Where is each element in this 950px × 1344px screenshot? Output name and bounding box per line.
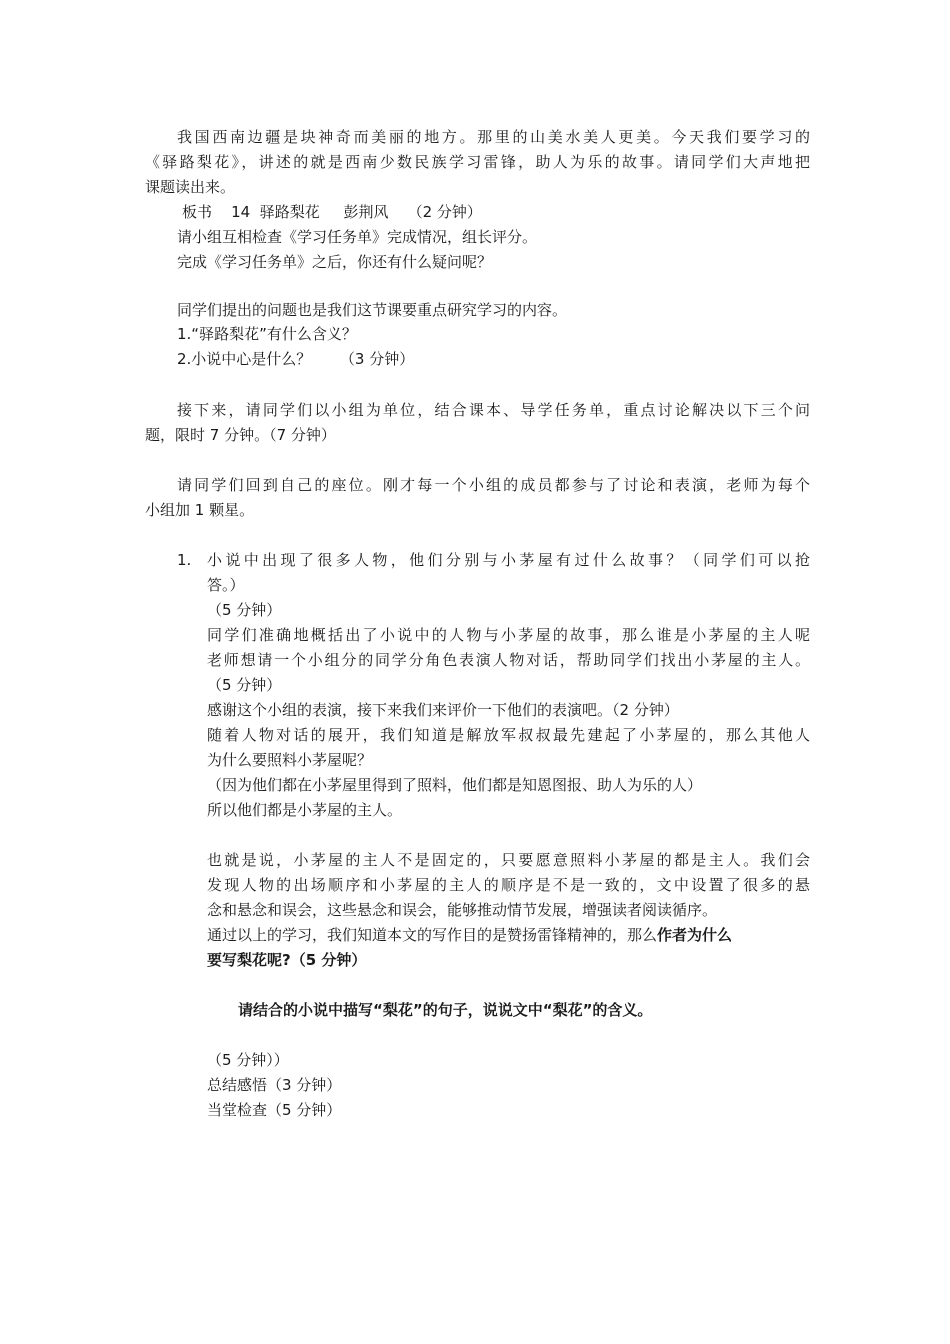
- next-line-1: 接下来，请同学们以小组为单位，结合课本、导学任务单，重点讨论解决以下三个问: [177, 401, 810, 419]
- wrap-up-line: 总结感悟（3 分钟）: [207, 1076, 342, 1094]
- intro-line-1: 我国西南边疆是块神奇而美丽的地方。那里的山美水美人更美。今天我们要学习的: [177, 128, 810, 146]
- time-note-1: （5 分钟）: [207, 601, 282, 619]
- intro-line-3: 课题读出来。: [145, 178, 236, 196]
- focus-line: 同学们提出的问题也是我们这节课要重点研究学习的内容。: [177, 301, 568, 319]
- time-note-2: （5 分钟）: [207, 676, 282, 694]
- through-line-1: [207, 923, 810, 947]
- through-text: 通过以上的学习，我们知道本文的写作目的是赞扬雷锋精神的，那么: [207, 926, 658, 944]
- seat-line-2: 小组加 1 颗星。: [145, 501, 255, 519]
- question-1: 1.“驿路梨花”有什么含义？: [177, 325, 357, 343]
- class-test-line: 当堂检查（5 分钟）: [207, 1101, 342, 1119]
- dialog-line-2: 为什么要照料小茅屋呢？: [207, 751, 373, 769]
- list-marker: 1.: [177, 551, 192, 569]
- thanks-line: 感谢这个小组的表演，接下来我们来评价一下他们的表演吧。（2 分钟）: [207, 701, 679, 719]
- list-item-line-1: 小说中出现了很多人物，他们分别与小茅屋有过什么故事？（同学们可以抢: [207, 551, 810, 569]
- board-writing: 板书 14 驿路梨花 彭荆风 （2 分钟）: [182, 203, 482, 221]
- intro-line-2: 《驿路梨花》，讲述的就是西南少数民族学习雷锋，助人为乐的故事。请同学们大声地把: [145, 153, 810, 171]
- also-line-1: 也就是说，小茅屋的主人不是固定的，只要愿意照料小茅屋的都是主人。我们会: [207, 851, 810, 869]
- seat-line-1: 请同学们回到自己的座位。刚才每一个小组的成员都参与了讨论和表演，老师为每个: [177, 476, 810, 494]
- conclusion-line: 所以他们都是小茅屋的主人。: [207, 801, 403, 819]
- list-item-line-2: 答。）: [207, 576, 245, 594]
- time-note-3: （5 分钟））: [207, 1051, 289, 1069]
- summary-line-1: 同学们准确地概括出了小说中的人物与小茅屋的故事，那么谁是小茅屋的主人呢: [207, 626, 810, 644]
- question-2: 2.小说中心是什么？ （3 分钟）: [177, 350, 415, 368]
- through-bold: 作者为什么: [657, 926, 733, 944]
- reason-line: （因为他们都在小茅屋里得到了照料，他们都是知恩图报、助人为乐的人）: [207, 776, 703, 794]
- group-check-line: 请小组互相检查《学习任务单》完成情况，组长评分。: [177, 228, 538, 246]
- question-line: 完成《学习任务单》之后，你还有什么疑问呢？: [177, 253, 493, 271]
- also-line-3: 念和悬念和误会，这些悬念和误会，能够推动情节发展，增强读者阅读循序。: [207, 901, 718, 919]
- dialog-line-1: 随着人物对话的展开，我们知道是解放军叔叔最先建起了小茅屋的，那么其他人: [207, 726, 810, 744]
- through-line-2: 要写梨花呢?（5 分钟）: [207, 951, 367, 969]
- task-line: 请结合的小说中描写“梨花”的句子，说说文中“梨花”的含义。: [238, 1001, 653, 1019]
- next-line-2: 题，限时 7 分钟。（7 分钟）: [145, 426, 336, 444]
- also-line-2: 发现人物的出场顺序和小茅屋的主人的顺序是不是一致的，文中设置了很多的悬: [207, 876, 810, 894]
- summary-line-2: 老师想请一个小组分的同学分角色表演人物对话，帮助同学们找出小茅屋的主人。: [207, 651, 810, 669]
